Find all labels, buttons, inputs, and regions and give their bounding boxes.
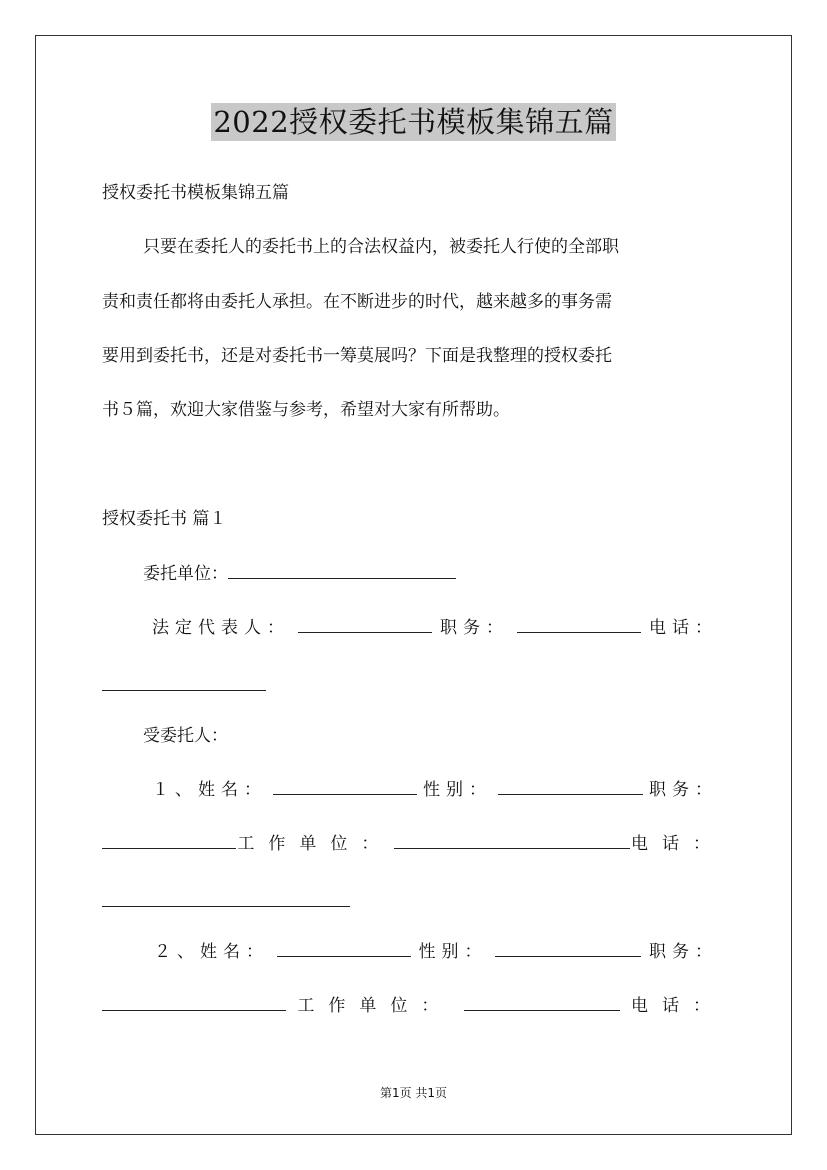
legal-rep-position-label: 职务： — [440, 618, 509, 638]
legal-rep-row — [152, 616, 718, 640]
trustee1-name-blank[interactable] — [273, 780, 417, 795]
trustee1-gender-blank[interactable] — [498, 780, 643, 795]
trustee1-phone-blank[interactable] — [102, 892, 350, 907]
trustee1-gender-label: 性别： — [423, 780, 492, 800]
intro-line-4: 书５篇，欢迎大家借鉴与参考，希望对大家有所帮助。 — [102, 400, 510, 420]
trustee2-gender-label: 性别： — [418, 942, 488, 962]
trustee1-phone-label: 电话： — [630, 834, 724, 854]
trustee1-row — [152, 778, 718, 802]
trustee2-row — [154, 940, 718, 964]
trustee1-work-unit-blank[interactable] — [394, 834, 630, 849]
trustee2-name-blank[interactable] — [277, 942, 411, 957]
intro-line-3: 要用到委托书，还是对委托书一筹莫展吗？下面是我整理的授权委托 — [102, 346, 612, 366]
trustee1-row-2 — [102, 832, 724, 856]
legal-rep-blank[interactable] — [298, 618, 432, 633]
trustee1-position-blank[interactable] — [102, 834, 236, 849]
intro-line-1: 只要在委托人的委托书上的合法权益内，被委托人行使的全部职 — [143, 237, 619, 257]
trustee1-phone-row — [102, 890, 724, 914]
trustee1-position-label: 职务： — [649, 780, 718, 800]
page-footer: 第1页 共1页 — [379, 1086, 448, 1100]
legal-rep-phone-row — [102, 674, 724, 698]
trustee2-gender-blank[interactable] — [495, 942, 641, 957]
legal-rep-label: 法定代表人： — [152, 618, 290, 638]
intro-line-2: 责和责任都将由委托人承担。在不断进步的时代，越来越多的事务需 — [102, 292, 612, 312]
trustee-label: 受委托人： — [143, 726, 228, 746]
trustee1-work-unit-label: 工作单位： — [237, 834, 393, 854]
section-heading: 授权委托书 篇１ — [102, 509, 227, 529]
trustee2-position-blank[interactable] — [102, 996, 286, 1011]
trustee1-name-label: １、姓名： — [152, 780, 267, 800]
entrusting-unit-row — [143, 562, 724, 586]
document-subtitle: 授权委托书模板集锦五篇 — [102, 183, 289, 203]
legal-rep-phone-blank[interactable] — [102, 676, 266, 691]
trustee2-position-label: 职务： — [649, 942, 718, 962]
document-title: 2022授权委托书模板集锦五篇 — [213, 105, 614, 139]
trustee2-work-unit-blank[interactable] — [464, 996, 620, 1011]
trustee2-row-2 — [102, 994, 724, 1018]
entrusting-unit-blank[interactable] — [228, 564, 456, 579]
legal-rep-position-blank[interactable] — [517, 618, 641, 633]
legal-rep-phone-label: 电话： — [649, 618, 718, 638]
entrusting-unit-label: 委托单位： — [143, 564, 228, 584]
trustee2-phone-label: 电话： — [630, 996, 724, 1016]
trustee2-work-unit-label: 工作单位： — [297, 996, 453, 1016]
trustee2-name-label: ２、姓名： — [154, 942, 269, 962]
